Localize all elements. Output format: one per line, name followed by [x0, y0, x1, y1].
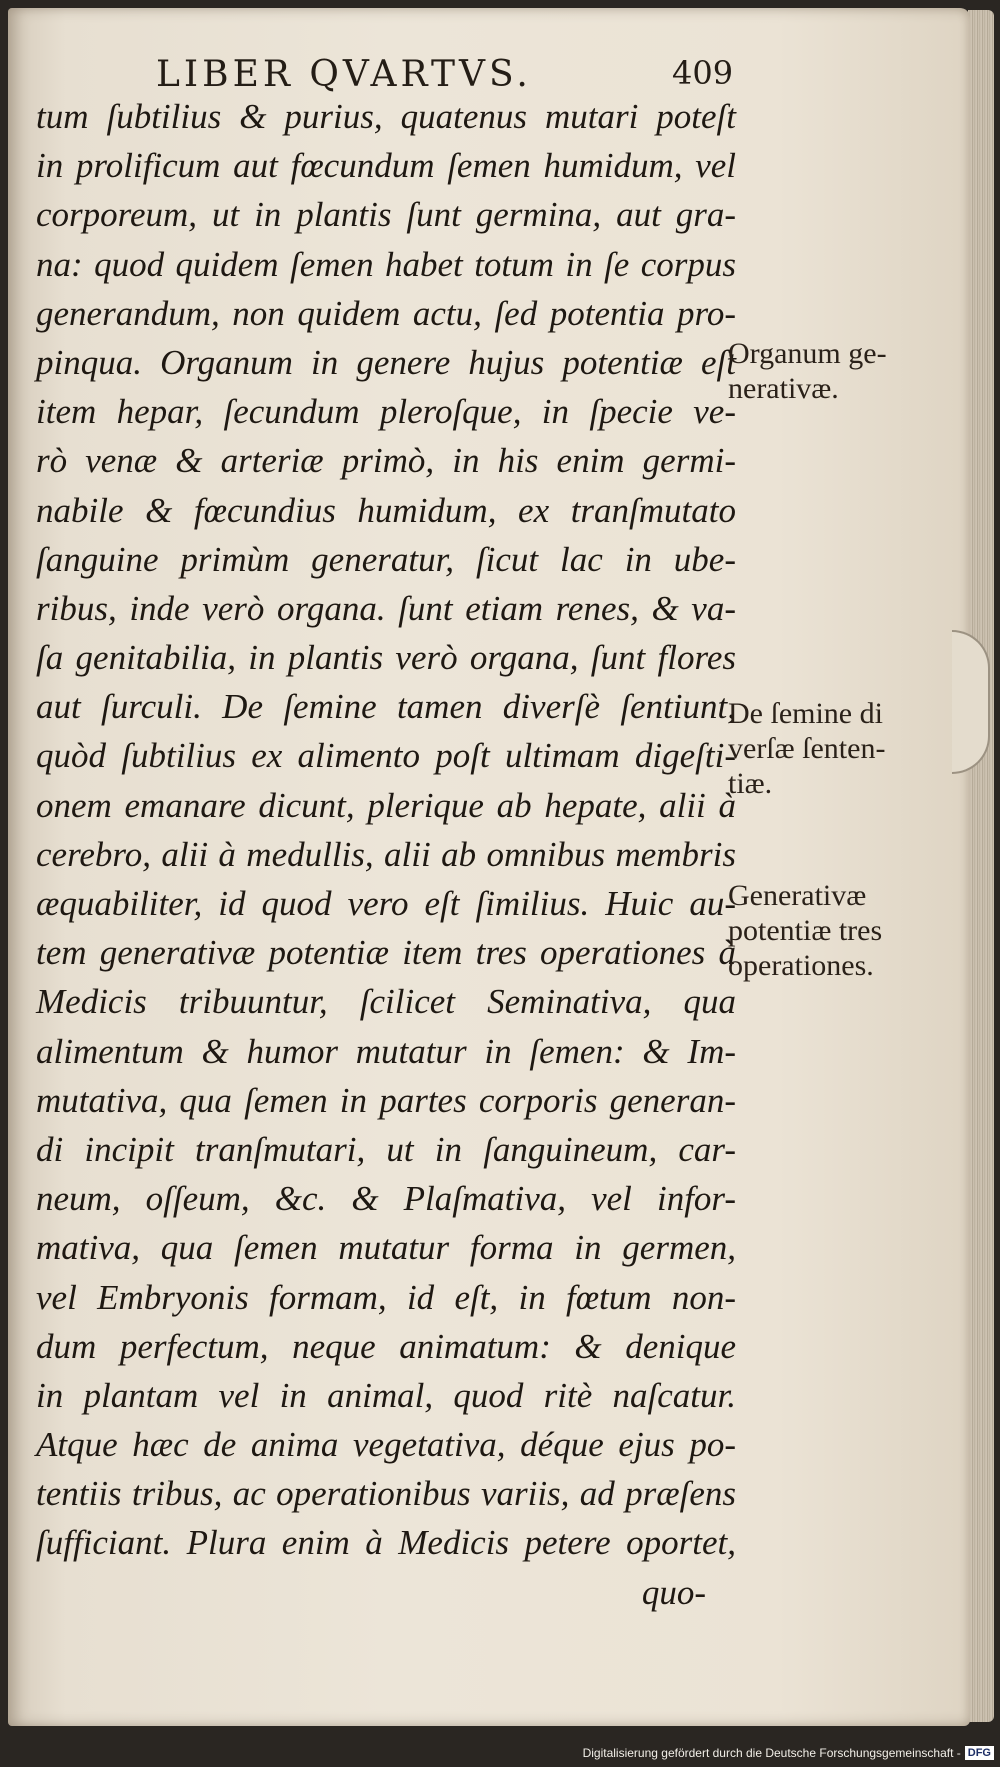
page-tab [952, 630, 990, 774]
margin-note-line: tiæ. [728, 767, 773, 800]
book-page [8, 8, 970, 1726]
text-line: quòd ſubtilius ex alimento poſt ultimam digeſti- [36, 736, 736, 776]
text-line: dum perfectum, neque animatum: & denique [36, 1326, 736, 1366]
body-text [36, 92, 736, 1617]
text-line: ſa genitabilia, in plantis verò organa, ſunt flores [36, 638, 736, 678]
catchword: quo- [641, 1572, 706, 1612]
text-line: nabile & fœcundius humidum, ex tranſmutato [36, 490, 736, 530]
dfg-logo: DFG [965, 1746, 994, 1760]
digitization-credit [583, 1743, 994, 1763]
text-line: alimentum & humor mutatur in ſemen: & Im- [36, 1031, 736, 1071]
text-line: aut ſurculi. De ſemine tamen diverſè ſentiunt, [36, 687, 736, 727]
text-line: ſufficiant. Plura enim à Medicis petere oportet, [36, 1523, 736, 1563]
text-line: tum ſubtilius & purius, quatenus mutari poteſt [36, 97, 736, 136]
margin-note-line: De ſemine di [728, 697, 883, 730]
margin-note-de-semine [728, 696, 885, 801]
text-line: rò venæ & arteriæ primò, in his enim germi- [36, 441, 736, 481]
margin-note-line: potentiæ tres [728, 914, 883, 947]
text-line: corporeum, ut in plantis ſunt germina, aut gra- [36, 195, 736, 235]
text-line: tentiis tribus, ac operationibus variis, ad præſens [36, 1474, 736, 1514]
text-line: æquabiliter, id quod vero eſt ſimilius. Huic au- [36, 884, 736, 923]
running-head: LIBER QVARTVS. [156, 54, 532, 95]
text-line: in prolificum aut fœcundum ſemen humidum, vel [36, 146, 736, 186]
text-line: in plantam vel in animal, quod ritè naſcatur. [36, 1375, 736, 1415]
text-line: mutativa, qua ſemen in partes corporis generan- [36, 1080, 736, 1120]
text-line: ſanguine primùm generatur, ſicut lac in ube- [36, 539, 736, 579]
credit-text: Digitalisierung gefördert durch die Deutsche Forschungsgemeinschaft - [582, 1746, 961, 1760]
text-line: pinqua. Organum in genere hujus potentiæ eſt [36, 342, 736, 382]
text-line: Atque hæc de anima vegetativa, déque ejus po- [36, 1425, 736, 1465]
text-line: item hepar, ſecundum pleroſque, in ſpecie ve- [36, 392, 736, 432]
margin-note-line: Organum ge- [728, 337, 887, 370]
text-line: tem generativæ potentiæ item tres operationes à [36, 933, 736, 973]
text-line: generandum, non quidem actu, ſed potentia pro- [36, 293, 736, 333]
text-line: cerebro, alii à medullis, alii ab omnibus membris [36, 834, 736, 874]
margin-note-organum [728, 336, 887, 406]
text-line: onem emanare dicunt, plerique ab hepate, alii à [36, 785, 736, 825]
text-line: mativa, qua ſemen mutatur forma in germen, [36, 1228, 736, 1268]
page-edges [968, 10, 994, 1722]
margin-note-generativae [728, 878, 882, 983]
text-line: neum, oſſeum, &c. & Plaſmativa, vel infor- [36, 1179, 736, 1219]
margin-note-line: verſæ ſenten- [728, 732, 886, 765]
text-line: Medicis tribuuntur, ſcilicet Seminativa, qua [36, 982, 736, 1022]
margin-note-line: nerativæ. [728, 372, 839, 405]
text-line: di incipit tranſmutari, ut in ſanguineum, car- [36, 1129, 736, 1169]
text-line: na: quod quidem ſemen habet totum in ſe corpus [36, 244, 736, 284]
margin-note-line: operationes. [728, 949, 874, 982]
text-line: ribus, inde verò organa. ſunt etiam renes, & va- [36, 588, 736, 628]
page-number: 409 [672, 54, 734, 92]
margin-note-line: Generativæ [728, 879, 867, 912]
text-line: vel Embryonis formam, id eſt, in fœtum non- [36, 1277, 736, 1317]
